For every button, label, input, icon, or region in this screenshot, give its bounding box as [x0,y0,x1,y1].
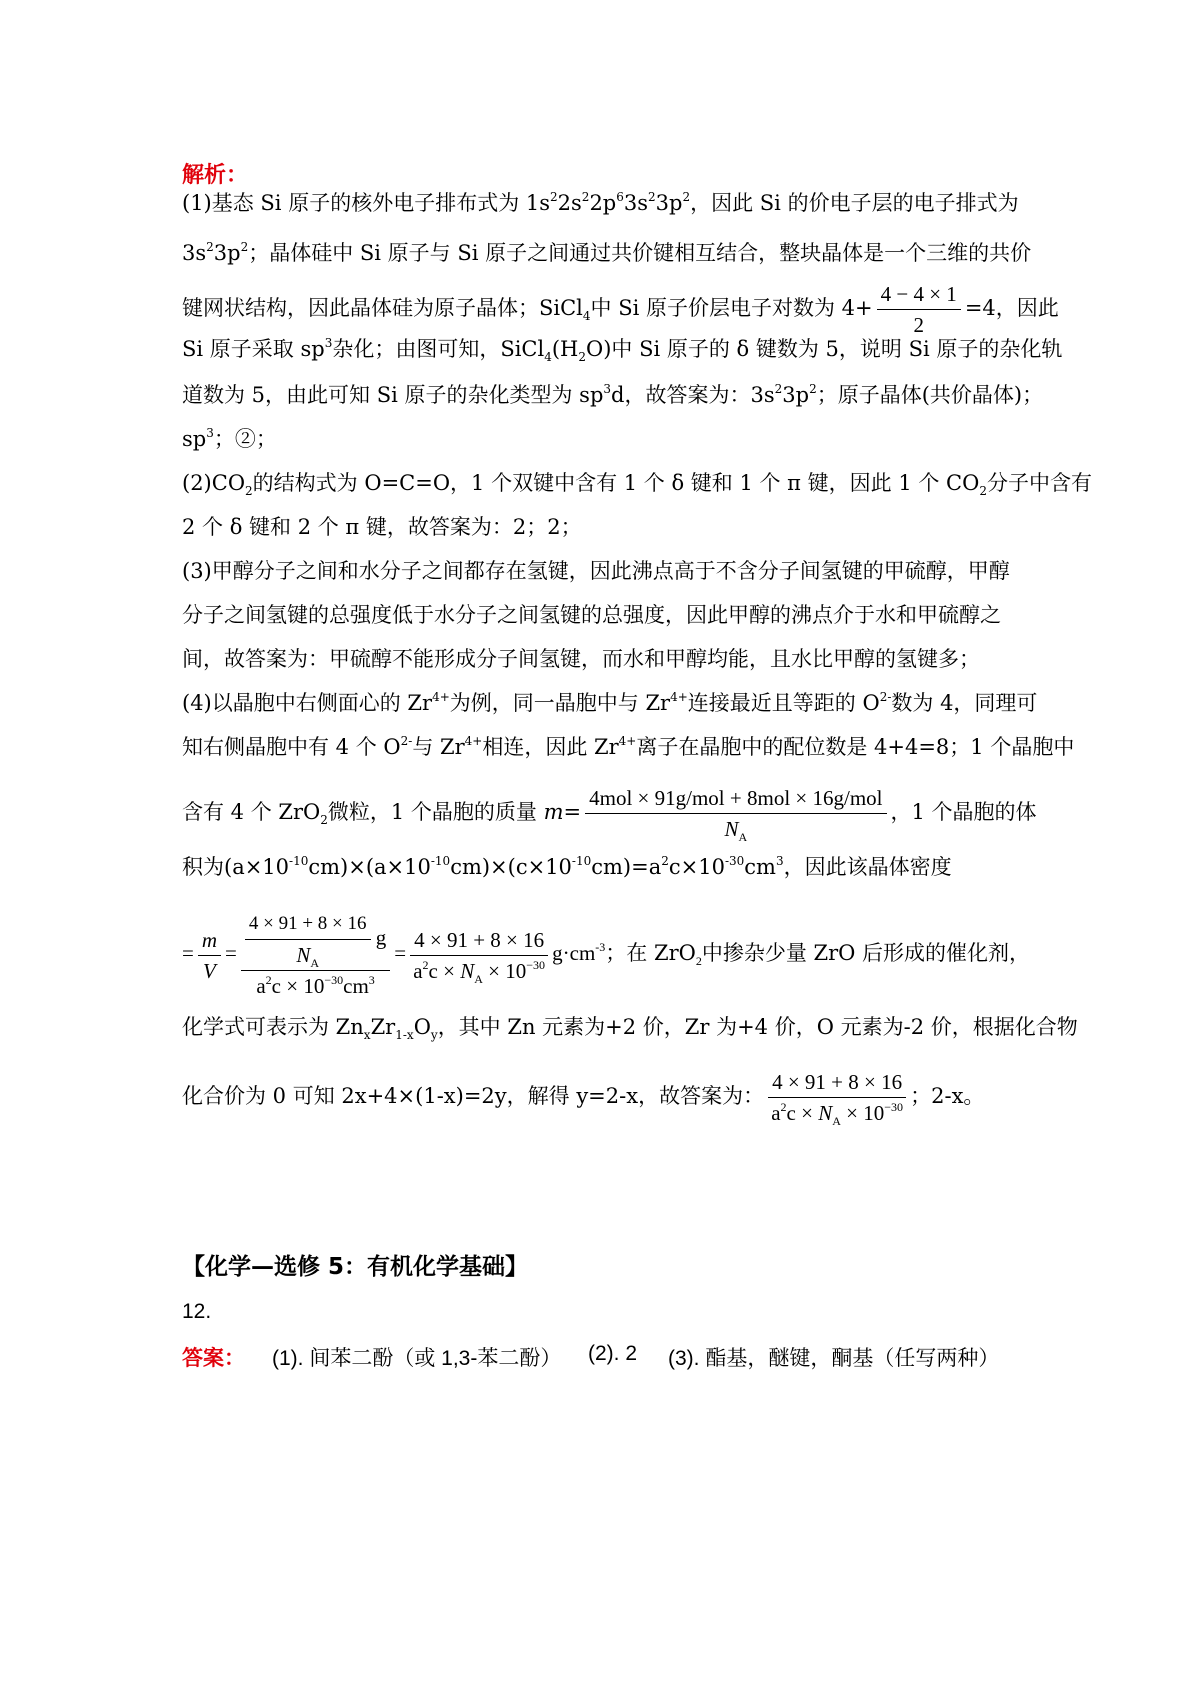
density-formula-line: = $\frac{m}{V}$ = $\frac{4 \times 91 + 8 \times 16}{N_A}$ g $a^2c \times 10^{-30}cm^3$ = $\frac{4 \times 91 + 8 \times 16}{a^2c \times N_A \times 10^{-30}}$ $g\cdot cm^{-3}$；在 ZrO$_2$中掺杂少量 ZrO 后形成的催化剂， [182,913,1031,998]
p4-line1: (4)以晶胞中右侧面心的 $Zr^{4+}$为例，同一晶胞中与 $Zr^{4+}$连接最近且等距的 $O^{2-}$数为 4，同理可 [182,690,1038,715]
cell-mass-fraction: $\frac{\text{4mol × 91g/mol + 8mol × 16g/mol}}{N_A}$ [585,786,886,841]
p3-line3: 间，故答案为：甲硫醇不能形成分子间氢键，而水和甲醇均能，且水比甲醇的氢键多； [182,647,980,671]
answer-row [182,1342,1000,1372]
p4-line2: 知右侧晶胞中有 4 个 $O^{2-}$与 $Zr^{4+}$相连，因此 $Zr^{4+}$离子在晶胞中的配位数是 4+4=8；1 个晶胞中 [182,734,1075,759]
p4-line6: 化学式可表示为 $Zn_xZr_{1-x}O_y$，其中 Zn 元素为+2 价，Zr 为+4 价，O 元素为-2 价，根据化合物 [182,1015,1078,1042]
p4-line7: 化合价为 0 可知 2x+4×(1-x)=2y，解得 y=2-x，故答案为： $\frac{4 \times 91 + 8 \times 16}{a^2c \times N_A \times 10^{-30}}$ ；2-x。 [182,1070,985,1128]
answer-item-1: (1). 间苯二酚（或 1,3-苯二酚） [272,1347,562,1370]
analysis-heading: 解析： [182,163,249,188]
answer-label: 答案： [182,1346,245,1370]
m-over-v-fraction: $\frac{m}{V}$ [198,928,221,983]
answer-density-fraction: $\frac{4 \times 91 + 8 \times 16}{a^2c \times N_A \times 10^{-30}}$ [768,1070,906,1125]
p2-line1: $(2)CO_2$的结构式为 O=C=O，1 个双键中含有 1 个 δ 键和 1 个 π 键，因此 1 个 $CO_2$分子中含有 [182,471,1092,498]
p4-line4: 积为$(a\times 10^{-10}cm)\times(a\times 10^{-10}cm)\times(c\times 10^{-10}cm)=a^2c\times 10^{-30}cm^3$，因此该晶体密度 [182,854,952,879]
p1-line6: $sp^3$；②； [182,426,277,451]
p1-line3: 键网状结构，因此晶体硅为原子晶体；SiCl$_4$中 Si 原子价层电子对数为 4+ $\frac{4 - 4 \times 1}{2}$ =4，因此 [182,282,1059,337]
p1-line5: 道数为 5，由此可知 Si 原子的杂化类型为 $sp^3d$，故答案为：$3s^23p^2$；原子晶体(共价晶体)； [182,382,1044,407]
p4-line3: 含有 4 个 ZrO$_2$微粒，1 个晶胞的质量 m= $\frac{\text{4mol × 91g/mol + 8mol × 16g/mol}}{N_A}$ ，1 个晶胞的体 [182,786,1037,844]
answer-item-2: (2). 2 [588,1342,638,1365]
density-simplified-fraction: $\frac{4 \times 91 + 8 \times 16}{a^2c \times N_A \times 10^{-30}}$ [410,928,548,983]
question-number: 12. [182,1300,212,1323]
density-compound-fraction: $\frac{4 \times 91 + 8 \times 16}{N_A}$ g $a^2c \times 10^{-30}cm^3$ [241,912,390,998]
p1-line2: $3s^23p^2$；晶体硅中 Si 原子与 Si 原子之间通过共价键相互结合，整块晶体是一个三维的共价 [182,240,1032,265]
p2-line2: 2 个 δ 键和 2 个 π 键，故答案为：2；2； [182,515,582,539]
valence-pair-fraction: $\frac{4 - 4 \times 1}{2}$ [877,282,961,337]
p3-line1: (3)甲醇分子之间和水分子之间都存在氢键，因此沸点高于不含分子间氢键的甲硫醇，甲醇 [182,559,1010,583]
p1-line1: (1)基态 Si 原子的核外电子排布式为 $1s^22s^22p^63s^23p^2$，因此 Si 的价电子层的电子排式为 [182,190,1019,215]
section-title: 【化学—选修 5：有机化学基础】 [182,1254,529,1280]
answer-item-3: (3). 酯基，醚键，酮基（任写两种） [668,1347,1000,1370]
p1-line4: Si 原子采取 $sp^3$杂化；由图可知，$SiCl_4(H_2O)$中 Si 原子的 δ 键数为 5，说明 Si 原子的杂化轨 [182,336,1063,364]
p3-line2: 分子之间氢键的总强度低于水分子之间氢键的总强度，因此甲醇的沸点介于水和甲硫醇之 [182,603,1001,627]
